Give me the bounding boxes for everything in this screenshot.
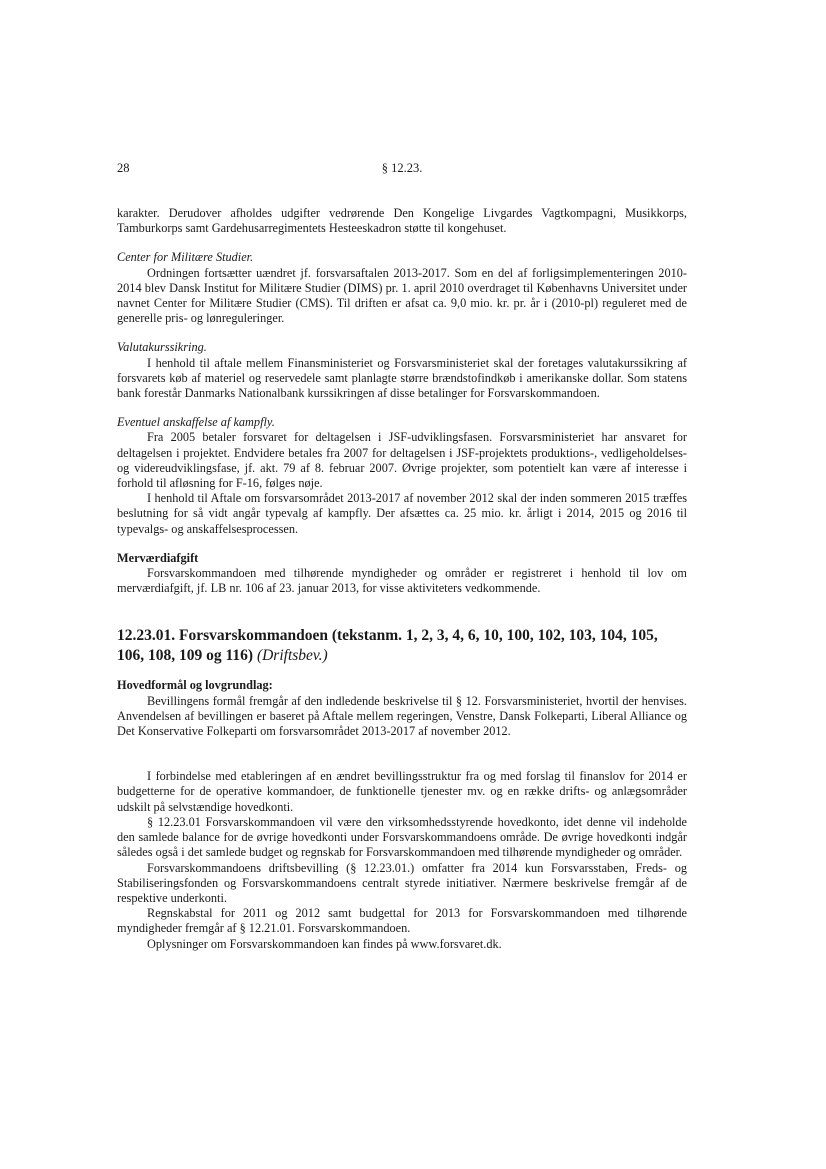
hovedformaal-text: Bevillingens formål fremgår af den indledende beskrivelse til § 12. Forsvarsministeriet, hvortil der henvises. Anvendelsen af bevillingen er baseret på Aftale mellem regeringen, Venstre, Dansk Folkeparti, Liberal Alliance og Det Konservative Folkeparti om forsvarsområdet 2013-2017 af november 2012. [117,693,687,739]
intro-text: karakter. Derudover afholdes udgifter vedrørende Den Kongelige Livgardes Vagtkompagni, Musikkorps, Tamburkorps samt Gardehusarregimentets Hesteeskadron støtte til kongehuset. [117,206,687,236]
struktur-paragraph-2: § 12.23.01 Forsvarskommandoen vil være den virksomhedsstyrende hovedkonto, idet denne vil indeholde den samlede balance for de øvrige hovedkonti under Forsvarskommandoens område. De øvrige hovedkonti indgår således også i det samlede budget og regnskab for Forsvarskommandoen med tilhørende myndigheder og områder. [117,814,687,860]
valuta-title: Valutakurssikring. [117,340,207,355]
kampfly-paragraph-2: I henhold til Aftale om forsvarsområdet 2013-2017 af november 2012 skal der inden sommeren 2015 træffes beslutning for så vidt angår typevalg af kampfly. Der afsættes ca. 25 mio. kr. årligt i 2014, 2015 og 2016 til typevalgs- og anskaffelsesprocessen. [117,491,687,536]
section-reference: § 12.23. [381,161,423,175]
spacer [117,753,687,769]
intro-paragraph [117,206,687,236]
struktur-section [117,769,687,951]
hovedformaal-section [117,678,687,739]
page-number: 28 [117,161,130,175]
moms-title: Merværdiafgift [117,550,199,565]
cms-title: Center for Militære Studier. [117,250,254,265]
struktur-paragraph-4: Regnskabstal for 2011 og 2012 samt budgettal for 2013 for Forsvarskommandoen med tilhørende myndigheder fremgår af § 12.21.01. Forsvarskommandoen. [117,906,687,936]
struktur-paragraph-1: I forbindelse med etableringen af en ændret bevillingsstruktur fra og med forslag til finanslov for 2014 er budgetterne for de operative kommandoer, de funktionelle tjenester mv. og en række drifts- og anlægsområder udskilt på selvstændige hovedkonti. [117,769,687,814]
valuta-section [117,340,687,401]
kampfly-title: Eventuel anskaffelse af kampfly. [117,415,275,430]
struktur-paragraph-3: Forsvarskommandoens driftsbevilling (§ 12.23.01.) omfatter fra 2014 kun Forsvarsstaben, Freds- og Stabiliseringsfonden og Forsvarskommandoens centralt styrede initiativer. Nærmere beskrivelse fremgår af de respektive underkonti. [117,860,687,905]
kampfly-section [117,415,687,537]
valuta-text: I henhold til aftale mellem Finansministeriet og Forsvarsministeriet skal der foretages valutakurssikring af forsvarets køb af materiel og reservedele samt planlagte større brændstofindkøb i amerikanske dollar. Som statens bank forestår Danmarks Nationalbank kurssikringen af disse betalinger for Forsvarskommandoen. [117,355,687,401]
account-heading-text: 12.23.01. Forsvarskommandoen (tekstanm. 1, 2, 3, 4, 6, 10, 100, 102, 103, 104, 105, 106, 108, 109 og 116) [117,627,658,665]
page-header [117,161,687,179]
struktur-paragraph-5: Oplysninger om Forsvarskommandoen kan findes på www.forsvaret.dk. [147,936,502,951]
cms-text: Ordningen fortsætter uændret jf. forsvarsaftalen 2013-2017. Som en del af forligsimplementeringen 2010-2014 blev Dansk Institut for Militære Studier (DIMS) pr. 1. april 2010 overdraget til Københavns Universitet under navnet Center for Militære Studier (CMS). Til driften er afsat ca. 9,0 mio. kr. pr. år i (2010-pl) reguleret med de generelle pris- og lønreguleringer. [117,265,687,326]
kampfly-paragraph-1: Fra 2005 betaler forsvaret for deltagelsen i JSF-udviklingsfasen. Forsvarsministeriet har ansvaret for deltagelsen i projektet. Endvidere betales fra 2007 for deltagelsen i JSF-projektets produktions-, vedligeholdelses- og videreudviklingsfase, jf. akt. 79 af 8. februar 2007. Øvrige projekter, som potentielt kan være af interesse i forhold til afløsning for F-16, følges nøje. [117,430,687,491]
hovedformaal-title: Hovedformål og lovgrundlag: [117,678,273,693]
page-body [117,206,687,966]
moms-section [117,551,687,597]
moms-text: Forsvarskommandoen med tilhørende myndigheder og områder er registreret i henhold til lov om merværdiafgift, jf. LB nr. 106 af 23. januar 2013, for visse aktiviteters vedkommende. [117,566,687,596]
account-heading-suffix: (Driftsbev.) [256,647,328,665]
cms-section [117,250,687,326]
account-heading [117,626,687,666]
